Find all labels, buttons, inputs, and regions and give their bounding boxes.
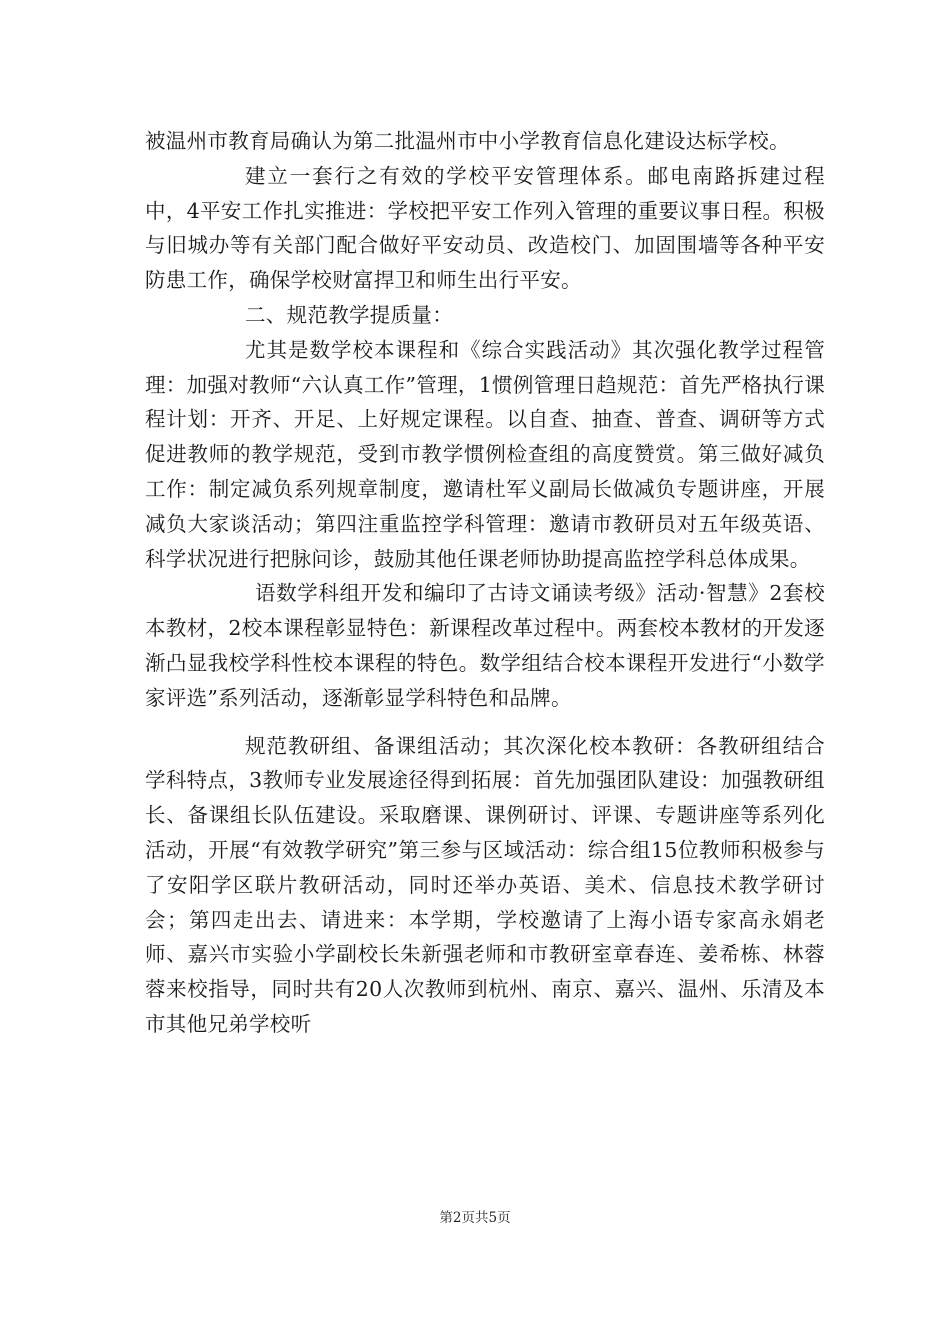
paragraph-teaching-management: 尤其是数学校本课程和《综合实践活动》其次强化教学过程管理：加强对教师“六认真工作”管理，1惯例管理日趋规范：首先严格执行课程计划：开齐、开足、上好规定课程。以自查、抽查、普查、调研等方式促进教师的教学规范，受到市教学惯例检查组的高度赞赏。第三做好减负工作：制定减负系列规章制度，邀请杜军义副局长做减负专题讲座，开展减负大家谈活动；第四注重监控学科管理：邀请市教研员对五年级英语、科学状况进行把脉问诊，鼓励其他任课老师协助提高监控学科总体成果。: [145, 337, 825, 571]
paragraph-school-curriculum: 语数学科组开发和编印了古诗文诵读考级》活动·智慧》2套校本教材，2校本课程彰显特色：新课程改革过程中。两套校本教材的开发逐渐凸显我校学科性校本课程的特色。数学组结合校本课程开发进行“小数学家评选”系列活动，逐渐彰显学科特色和品牌。: [145, 581, 825, 710]
paragraph-continuation: 被温州市教育局确认为第二批温州市中小学教育信息化建设达标学校。: [145, 129, 790, 153]
paragraph-teaching-research: 规范教研组、备课组活动；其次深化校本教研：各教研组结合学科特点，3教师专业发展途径得到拓展：首先加强团队建设：加强教研组长、备课组长队伍建设。采取磨课、课例研讨、评课、专题讲座等系列化活动，开展“有效教学研究”第三参与区域活动：综合组15位教师积极参与了安阳学区联片教研活动，同时还举办英语、美术、信息技术教学研讨会；第四走出去、请进来：本学期，学校邀请了上海小语专家高永娟老师、嘉兴市实验小学副校长朱新强老师和市教研室章春连、姜希栋、林蓉蓉来校指导，同时共有20人次教师到杭州、南京、嘉兴、温州、乐清及本市其他兄弟学校听: [145, 733, 825, 1036]
section-heading: 二、规范教学提质量：: [245, 302, 453, 327]
page-number-footer: 第2页共5页: [439, 1210, 511, 1226]
paragraph-safety-management: 建立一套行之有效的学校平安管理体系。邮电南路拆建过程中，4平安工作扎实推进：学校把平安工作列入管理的重要议事日程。积极与旧城办等有关部门配合做好平安动员、改造校门、加固围墙等各种平安防患工作，确保学校财富捍卫和师生出行平安。: [145, 163, 825, 293]
document-body: [145, 124, 825, 1042]
